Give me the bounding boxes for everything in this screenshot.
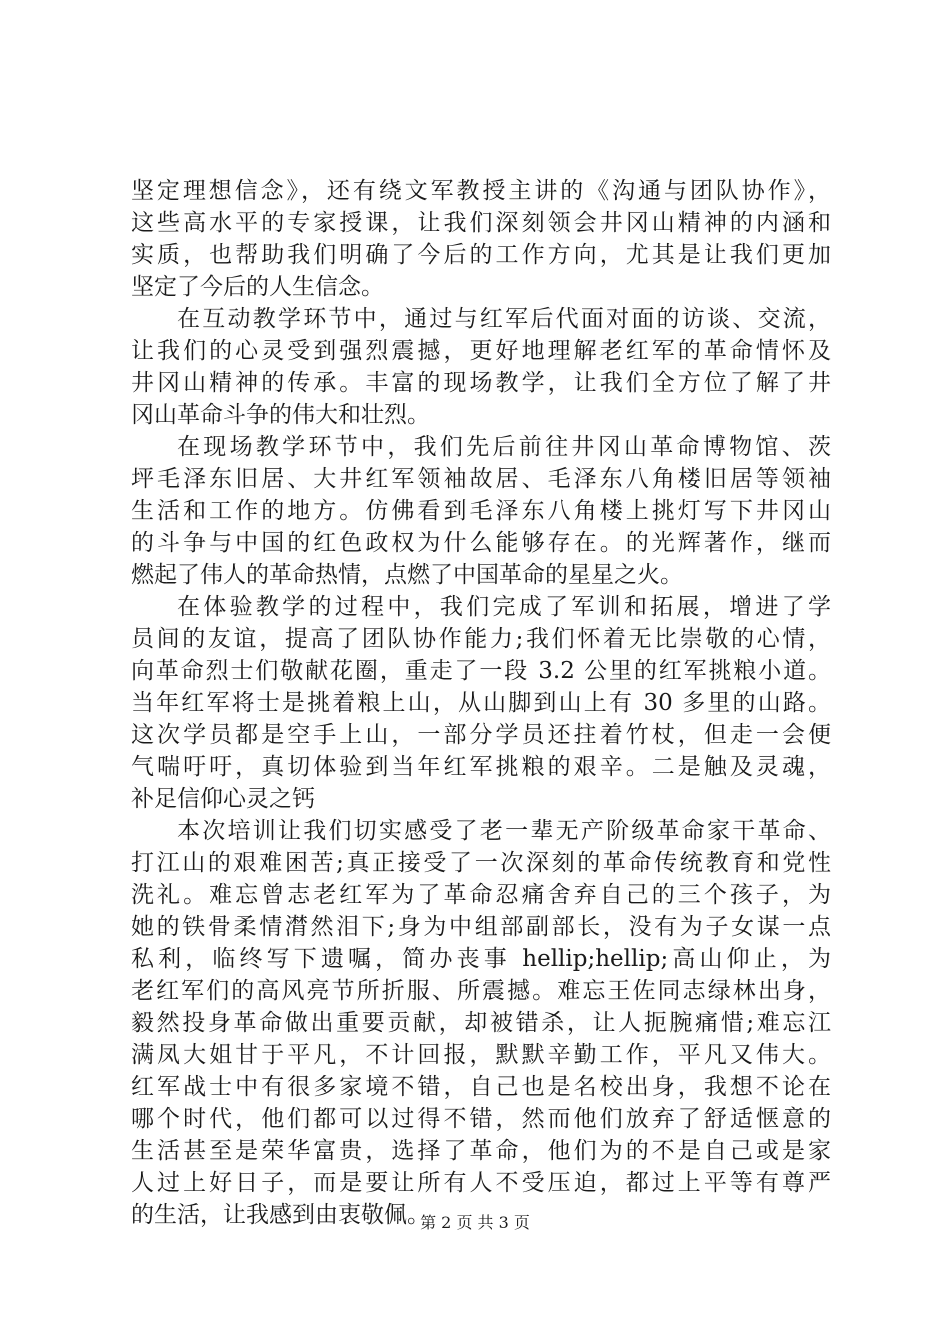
- text-line: 人过上好日子，而是要让所有人不受压迫，都过上平等有尊严: [131, 1170, 831, 1196]
- text-line: 满凤大姐甘于平凡，不计回报，默默辛勤工作，平凡又伟大。: [131, 1042, 831, 1068]
- text-line: 坚定理想信念》，还有绕文军教授主讲的《沟通与团队协作》，: [131, 178, 831, 204]
- text-line: 老红军们的高风亮节所折服、所震撼。难忘王佐同志绿林出身，: [131, 978, 831, 1004]
- text-line: 的生活，让我感到由衷敬佩。: [131, 1202, 430, 1228]
- text-line: 这些高水平的专家授课，让我们深刻领会井冈山精神的内涵和: [131, 210, 831, 236]
- text-line: 坪毛泽东旧居、大井红军领袖故居、毛泽东八角楼旧居等领袖: [131, 466, 831, 492]
- page-number-footer: 第 2 页 共 3 页: [420, 1213, 530, 1232]
- paragraph: [131, 815, 831, 1231]
- text-line: 私利，临终写下遗嘱，简办丧事 hellip;hellip;高山仰止，为: [131, 946, 831, 972]
- text-line: 冈山革命斗争的伟大和壮烈。: [131, 402, 430, 428]
- text-line: 在体验教学的过程中，我们完成了军训和拓展，增进了学: [177, 594, 831, 620]
- paragraph: [131, 303, 831, 431]
- text-line: 实质，也帮助我们明确了今后的工作方向，尤其是让我们更加: [131, 242, 831, 268]
- text-line: 生活和工作的地方。仿佛看到毛泽东八角楼上挑灯写下井冈山: [131, 498, 831, 524]
- paragraph: [131, 591, 831, 815]
- document-body: [131, 175, 831, 1231]
- text-line: 生活甚至是荣华富贵，选择了革命，他们为的不是自己或是家: [131, 1138, 831, 1164]
- text-line: 井冈山精神的传承。丰富的现场教学，让我们全方位了解了井: [131, 370, 831, 396]
- text-line: 让我们的心灵受到强烈震撼，更好地理解老红军的革命情怀及: [131, 338, 831, 364]
- text-line: 在互动教学环节中，通过与红军后代面对面的访谈、交流，: [177, 306, 831, 332]
- text-line: 哪个时代，他们都可以过得不错，然而他们放弃了舒适惬意的: [131, 1106, 831, 1132]
- text-line: 毅然投身革命做出重要贡献，却被错杀，让人扼腕痛惜;难忘江: [131, 1010, 831, 1036]
- text-line: 燃起了伟人的革命热情，点燃了中国革命的星星之火。: [131, 562, 683, 588]
- text-line: 在现场教学环节中，我们先后前往井冈山革命博物馆、茨: [177, 434, 831, 460]
- paragraph: [131, 175, 831, 303]
- text-line: 本次培训让我们切实感受了老一辈无产阶级革命家干革命、: [177, 818, 831, 844]
- text-line: 员间的友谊，提高了团队协作能力;我们怀着无比崇敬的心情，: [131, 626, 831, 652]
- text-line: 的斗争与中国的红色政权为什么能够存在。的光辉著作，继而: [131, 530, 831, 556]
- text-line: 这次学员都是空手上山，一部分学员还拄着竹杖，但走一会便: [131, 722, 831, 748]
- text-line: 气喘吁吁，真切体验到当年红军挑粮的艰辛。二是触及灵魂，: [131, 754, 831, 780]
- text-line: 打江山的艰难困苦;真正接受了一次深刻的革命传统教育和党性: [131, 850, 831, 876]
- text-line: 坚定了今后的人生信念。: [131, 274, 384, 300]
- text-line: 向革命烈士们敬献花圈，重走了一段 3.2 公里的红军挑粮小道。: [131, 658, 831, 684]
- text-line: 当年红军将士是挑着粮上山，从山脚到山上有 30 多里的山路。: [131, 690, 831, 716]
- text-line: 洗礼。难忘曾志老红军为了革命忍痛舍弃自己的三个孩子，为: [131, 882, 831, 908]
- text-line: 红军战士中有很多家境不错，自己也是名校出身，我想不论在: [131, 1074, 831, 1100]
- text-line: 补足信仰心灵之钙: [131, 786, 315, 812]
- text-line: 她的铁骨柔情潸然泪下;身为中组部副部长，没有为子女谋一点: [131, 914, 831, 940]
- paragraph: [131, 431, 831, 591]
